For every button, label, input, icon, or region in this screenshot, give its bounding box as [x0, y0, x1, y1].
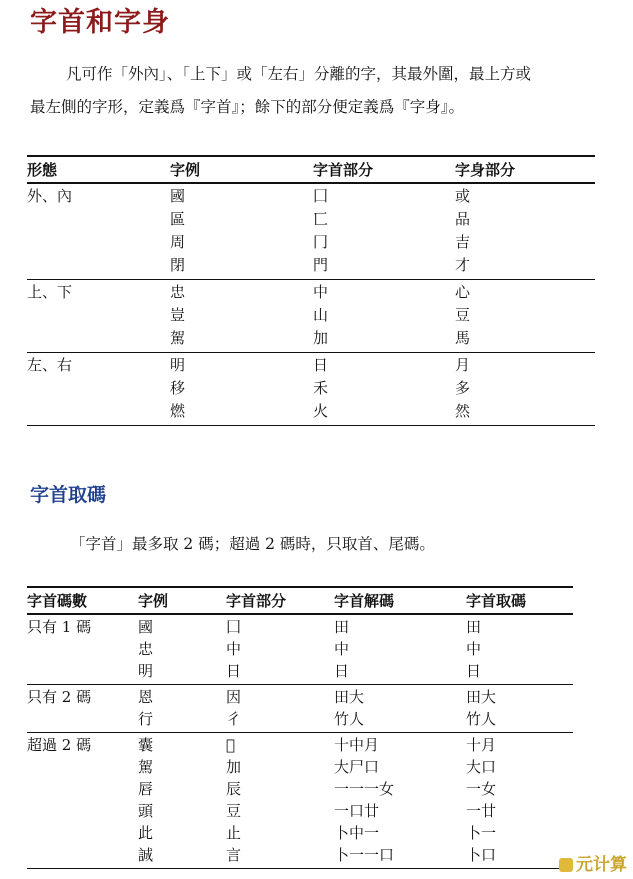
table-header-row [27, 587, 573, 614]
table-cell: 明 [138, 662, 154, 680]
table-cell: 馬 [455, 329, 471, 347]
table-cell: 駕 [170, 329, 186, 347]
table-cell: 忠 [170, 283, 186, 301]
table-column-cell [455, 183, 595, 280]
table-column-cell [226, 614, 334, 685]
header-cell: 字首部分 [313, 156, 455, 183]
table-cell: 加 [313, 329, 329, 347]
radical-body-table [27, 155, 595, 426]
table-column-cell [455, 353, 595, 426]
table-column-cell [334, 614, 466, 685]
table-cell: 囗 [313, 187, 329, 205]
table-cell: 國 [170, 187, 186, 205]
group-label: 外、內 [27, 187, 73, 205]
table-cell: 恩 [138, 688, 154, 706]
table-cell: 大口 [466, 758, 497, 776]
table-cell: 𠆭 [226, 736, 236, 754]
table-cell: 山 [313, 306, 329, 324]
table-cell: 一口廿 [334, 802, 380, 820]
table-cell: 田大 [334, 688, 365, 706]
watermark-logo-icon [559, 858, 573, 872]
table-cell: 中 [334, 640, 350, 658]
table-row-group [27, 685, 573, 733]
table-cell: 囊 [138, 736, 154, 754]
table-header-row [27, 156, 595, 183]
table-cell: 言 [226, 846, 242, 864]
table-cell: 禾 [313, 379, 329, 397]
table-cell: 因 [226, 688, 242, 706]
table-cell: 止 [226, 824, 242, 842]
group-label-cell [27, 183, 170, 280]
table-row-group [27, 353, 595, 426]
group-label-cell [27, 733, 138, 869]
header-cell: 字例 [138, 587, 226, 614]
table-cell: 門 [313, 256, 329, 274]
group-label-cell [27, 353, 170, 426]
header-cell: 字例 [170, 156, 313, 183]
table-cell: 心 [455, 283, 471, 301]
table-cell: 匸 [313, 210, 329, 228]
table-cell: 吉 [455, 233, 471, 251]
table-cell: 燃 [170, 402, 186, 420]
table-cell: 彳 [226, 710, 242, 728]
table-column-cell [466, 685, 573, 733]
table-cell: 辰 [226, 780, 242, 798]
table-column-cell [226, 733, 334, 869]
table-cell: 多 [455, 379, 471, 397]
table-column-cell [226, 685, 334, 733]
header-cell: 形態 [27, 156, 170, 183]
table-cell: 然 [455, 402, 471, 420]
header-cell: 字首部分 [226, 587, 334, 614]
table-column-cell [138, 733, 226, 869]
table-cell: 冂 [313, 233, 329, 251]
header-cell: 字首解碼 [334, 587, 466, 614]
watermark-text: 元计算 [576, 855, 627, 875]
intro-line-2: 最左側的字形，定義爲『字首』；餘下的部分便定義爲『字身』。 [30, 98, 465, 116]
table-cell: 囗 [226, 618, 242, 636]
table-cell: 加 [226, 758, 242, 776]
table-cell: 才 [455, 256, 471, 274]
table-cell: 火 [313, 402, 329, 420]
table-cell: 中 [466, 640, 482, 658]
group-label: 只有 1 碼 [27, 618, 92, 636]
table-cell: 周 [170, 233, 186, 251]
table-column-cell [138, 685, 226, 733]
table-row-group [27, 614, 573, 685]
table-cell: 卜一一口 [334, 846, 395, 864]
table-column-cell [313, 280, 455, 353]
table-cell: 豈 [170, 306, 186, 324]
table-cell: 誠 [138, 846, 154, 864]
group-label: 左、右 [27, 356, 73, 374]
table-cell: 忠 [138, 640, 154, 658]
table-cell: 國 [138, 618, 154, 636]
table-cell: 竹人 [466, 710, 497, 728]
header-cell: 字首取碼 [466, 587, 573, 614]
group-label: 上、下 [27, 283, 73, 301]
table-column-cell [466, 614, 573, 685]
table-cell: 豆 [455, 306, 471, 324]
header-cell: 字首碼數 [27, 587, 138, 614]
table-cell: 頭 [138, 802, 154, 820]
table-cell: 一廿 [466, 802, 497, 820]
radical-coding-table [27, 586, 573, 869]
table-row-group [27, 183, 595, 280]
table-column-cell [334, 685, 466, 733]
table-column-cell [313, 353, 455, 426]
table-cell: 明 [170, 356, 186, 374]
table-row-group [27, 733, 573, 869]
table-column-cell [455, 280, 595, 353]
table-cell: 田 [334, 618, 350, 636]
table-cell: 日 [466, 662, 482, 680]
group-label-cell [27, 685, 138, 733]
table-row-group [27, 280, 595, 353]
table-column-cell [170, 353, 313, 426]
table-cell: 此 [138, 824, 154, 842]
section-title-radical-body: 字首和字身 [30, 7, 170, 38]
section-title-radical-coding: 字首取碼 [30, 484, 107, 506]
table-cell: 大尸口 [334, 758, 380, 776]
group-label-cell [27, 280, 170, 353]
table-cell: 中 [313, 283, 329, 301]
table-cell: 十中月 [334, 736, 380, 754]
group-label: 超過 2 碼 [27, 736, 92, 754]
table-cell: 區 [170, 210, 186, 228]
table-cell: 日 [313, 356, 329, 374]
table-cell: 豆 [226, 802, 242, 820]
table-cell: 田大 [466, 688, 497, 706]
group-label: 只有 2 碼 [27, 688, 92, 706]
intro-line-1: 凡可作「外內」、「上下」或「左右」分離的字，其最外圍，最上方或 [66, 65, 532, 83]
table-column-cell [170, 183, 313, 280]
coding-paragraph: 「字首」最多取 2 碼；超過 2 碼時，只取首、尾碼。 [70, 535, 435, 553]
table-cell: 田 [466, 618, 482, 636]
watermark [559, 850, 627, 875]
table-cell: 中 [226, 640, 242, 658]
table-cell: 日 [334, 662, 350, 680]
table-cell: 月 [455, 356, 471, 374]
table-cell: 駕 [138, 758, 154, 776]
table-cell: 卜中一 [334, 824, 380, 842]
table-column-cell [466, 733, 573, 869]
table-cell: 品 [455, 210, 471, 228]
table-column-cell [334, 733, 466, 869]
table-cell: 移 [170, 379, 186, 397]
table-cell: 卜口 [466, 846, 497, 864]
table-column-cell [170, 280, 313, 353]
table-column-cell [138, 614, 226, 685]
table-column-cell [313, 183, 455, 280]
header-cell: 字身部分 [455, 156, 595, 183]
intro-paragraph [30, 58, 605, 124]
table-cell: 閉 [170, 256, 186, 274]
table-cell: 一女 [466, 780, 497, 798]
table-cell: 卜一 [466, 824, 497, 842]
table-cell: 或 [455, 187, 471, 205]
table-cell: 行 [138, 710, 154, 728]
table-cell: 唇 [138, 780, 154, 798]
group-label-cell [27, 614, 138, 685]
table-cell: 十月 [466, 736, 497, 754]
table-cell: 日 [226, 662, 242, 680]
table-cell: 一一一女 [334, 780, 395, 798]
table-cell: 竹人 [334, 710, 365, 728]
